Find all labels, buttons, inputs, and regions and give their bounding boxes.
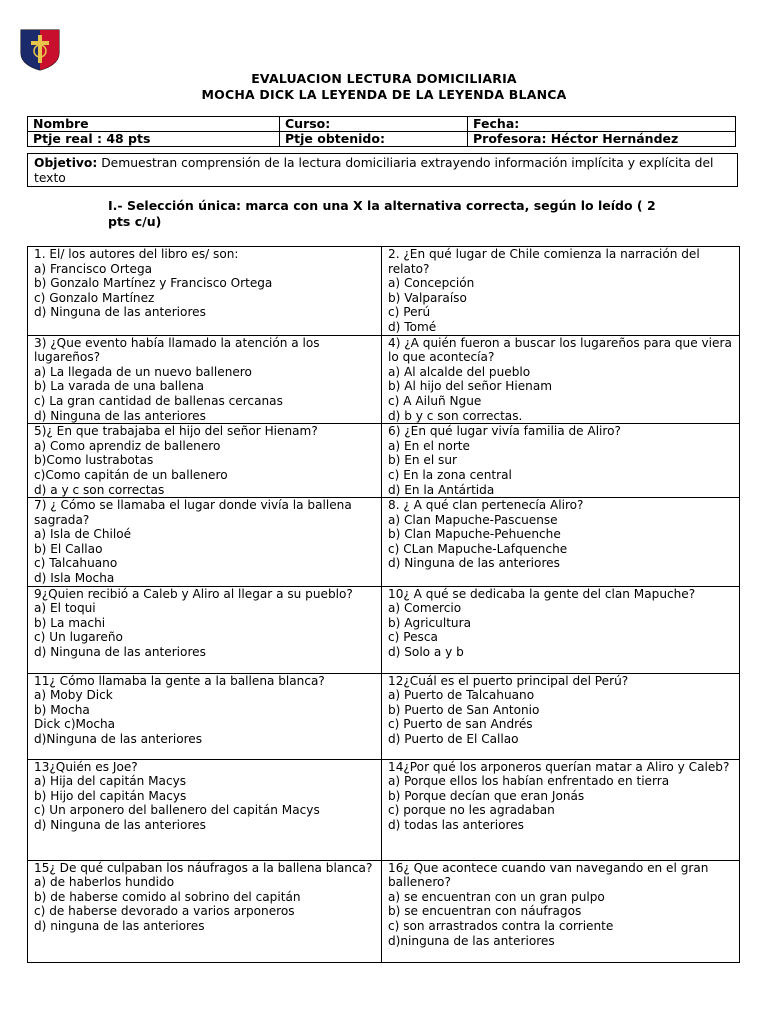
question-5	[28, 424, 382, 498]
option-d[interactable]: d) Tomé	[388, 319, 437, 334]
option-a[interactable]: a) Puerto de Talcahuano	[388, 688, 535, 703]
option-c[interactable]: Dick c)Mocha	[34, 717, 116, 732]
option-a[interactable]: a) Isla de Chiloé	[34, 527, 132, 542]
question-10	[382, 586, 740, 673]
option-d[interactable]: d) Ninguna de las anteriores	[388, 556, 560, 571]
option-d[interactable]: d) todas las anteriores	[388, 818, 524, 833]
option-c[interactable]: c) CLan Mapuche-Lafquenche	[388, 541, 568, 556]
question-text: 9¿Quien recibió a Caleb y Aliro al llegar a su pueblo?	[34, 586, 353, 601]
fecha-cell: Fecha:	[468, 117, 736, 132]
question-4	[382, 335, 740, 424]
option-c[interactable]: c) Gonzalo Martínez	[34, 290, 155, 305]
option-c[interactable]: c) Un arponero del ballenero del capitán Macys	[34, 803, 320, 818]
question-2	[382, 247, 740, 336]
option-a[interactable]: a) Francisco Ortega	[34, 261, 153, 276]
question-text: 10¿ A qué se dedicaba la gente del clan Mapuche?	[388, 586, 696, 601]
question-text: 3) ¿Que evento había llamado la atención a los lugareños?	[34, 335, 320, 365]
question-8	[382, 498, 740, 587]
option-d[interactable]: d)ninguna de las anteriores	[388, 933, 555, 948]
option-b[interactable]: b) Agricultura	[388, 615, 471, 630]
option-b[interactable]: b) Hijo del capitán Macys	[34, 788, 187, 803]
question-11	[28, 673, 382, 759]
objetivo-label: Objetivo:	[34, 156, 98, 170]
option-c[interactable]: c) En la zona central	[388, 467, 512, 482]
question-text: 1. El/ los autores del libro es/ son:	[34, 247, 239, 261]
option-b[interactable]: b) se encuentran con náufragos	[388, 904, 582, 919]
question-1	[28, 247, 382, 336]
option-c[interactable]: c) Puerto de san Andrés	[388, 717, 533, 732]
option-b[interactable]: b) La machi	[34, 615, 106, 630]
option-b[interactable]: b) Gonzalo Martínez y Francisco Ortega	[34, 276, 273, 291]
option-a[interactable]: a) La llegada de un nuevo ballenero	[34, 364, 252, 379]
option-c[interactable]: c) A Ailuñ Ngue	[388, 393, 482, 408]
question-13	[28, 759, 382, 860]
option-d[interactable]: d) Ninguna de las anteriores	[34, 305, 206, 320]
option-c[interactable]: c) porque no les agradaban	[388, 803, 555, 818]
option-b[interactable]: b)Como lustrabotas	[34, 453, 154, 468]
option-b[interactable]: b) Clan Mapuche-Pehuenche	[388, 527, 561, 542]
option-b[interactable]: b) La varada de una ballena	[34, 379, 204, 394]
question-3	[28, 335, 382, 424]
objetivo-text: Demuestran comprensión de la lectura domiciliaria extrayendo información implícita y explícita del texto	[34, 156, 714, 185]
option-c[interactable]: c) Un lugareño	[34, 630, 123, 645]
question-text: 11¿ Cómo llamaba la gente a la ballena blanca?	[34, 673, 325, 688]
option-d[interactable]: d) Solo a y b	[388, 645, 464, 660]
profesora-cell: Profesora: Héctor Hernández	[468, 132, 736, 147]
question-14	[382, 759, 740, 860]
student-info-table	[27, 116, 736, 147]
question-text: 5)¿ En que trabajaba el hijo del señor Hienam?	[34, 424, 318, 439]
question-9	[28, 586, 382, 673]
question-text: 14¿Por qué los arponeros querían matar a Aliro y Caleb?	[388, 759, 730, 774]
question-text: 7) ¿ Cómo se llamaba el lugar donde vivía la ballena sagrada?	[34, 498, 352, 527]
option-c[interactable]: c)Como capitán de un ballenero	[34, 467, 228, 482]
option-b[interactable]: b) El Callao	[34, 541, 103, 556]
question-text: 2. ¿En qué lugar de Chile comienza la narración del relato?	[388, 247, 700, 276]
questions-table	[27, 246, 740, 963]
option-d[interactable]: d) a y c son correctas	[34, 482, 165, 497]
question-16	[382, 860, 740, 962]
question-text: 4) ¿A quién fueron a buscar los lugareños para que viera lo que acontecía?	[388, 335, 732, 365]
option-d[interactable]: d) Ninguna de las anteriores	[34, 408, 206, 423]
ptje-real-cell: Ptje real : 48 pts	[28, 132, 280, 147]
option-a[interactable]: a) Al alcalde del pueblo	[388, 364, 531, 379]
option-d[interactable]: d) Isla Mocha	[34, 571, 115, 586]
option-a[interactable]: a) Moby Dick	[34, 688, 113, 703]
option-d[interactable]: d) Ninguna de las anteriores	[34, 818, 206, 833]
option-a[interactable]: a) En el norte	[388, 438, 470, 453]
option-c[interactable]: c) Talcahuano	[34, 556, 118, 571]
option-b[interactable]: b) Valparaíso	[388, 290, 467, 305]
option-a[interactable]: a) El toqui	[34, 601, 96, 616]
option-d[interactable]: d) ninguna de las anteriores	[34, 919, 205, 934]
question-text: 8. ¿ A qué clan pertenecía Aliro?	[388, 498, 584, 513]
option-a[interactable]: a) Comercio	[388, 601, 462, 616]
question-12	[382, 673, 740, 759]
option-b[interactable]: b) Porque decían que eran Jonás	[388, 788, 585, 803]
question-text: 6) ¿En qué lugar vivía familia de Aliro?	[388, 424, 621, 439]
option-b[interactable]: b) En el sur	[388, 453, 457, 468]
question-text: 15¿ De qué culpaban los náufragos a la ballena blanca?	[34, 860, 373, 875]
option-a[interactable]: a) se encuentran con un gran pulpo	[388, 889, 605, 904]
question-text: 12¿Cuál es el puerto principal del Perú?	[388, 673, 629, 688]
document-title: EVALUACION LECTURA DOMICILIARIA	[251, 71, 517, 86]
option-a[interactable]: a) Clan Mapuche-Pascuense	[388, 512, 558, 527]
curso-cell: Curso:	[280, 117, 468, 132]
option-a[interactable]: a) Hija del capitán Macys	[34, 774, 187, 789]
option-c[interactable]: c) La gran cantidad de ballenas cercanas	[34, 393, 283, 408]
option-d[interactable]: d) En la Antártida	[388, 482, 495, 497]
option-c[interactable]: c) de haberse devorado a varios arponeros	[34, 904, 295, 919]
option-b[interactable]: b) de haberse comido al sobrino del capitán	[34, 889, 301, 904]
option-c[interactable]: c) son arrastrados contra la corriente	[388, 919, 614, 934]
option-a[interactable]: a) Concepción	[388, 276, 475, 291]
question-15	[28, 860, 382, 962]
objetivo-box	[27, 153, 738, 187]
option-d[interactable]: d)Ninguna de las anteriores	[34, 732, 203, 747]
option-c[interactable]: c) Perú	[388, 305, 431, 320]
ptje-obtenido-cell: Ptje obtenido:	[280, 132, 468, 147]
document-subtitle: MOCHA DICK LA LEYENDA DE LA LEYENDA BLANCA	[201, 87, 567, 102]
option-d[interactable]: d) Puerto de El Callao	[388, 732, 519, 747]
school-crest-logo	[18, 27, 62, 71]
option-a[interactable]: a) Porque ellos los habían enfrentado en tierra	[388, 774, 670, 789]
option-c[interactable]: c) Pesca	[388, 630, 438, 645]
question-text: 16¿ Que acontece cuando van navegando en el gran ballenero?	[388, 860, 709, 890]
question-7	[28, 498, 382, 587]
question-6	[382, 424, 740, 498]
option-b[interactable]: b) Mocha	[34, 702, 90, 717]
option-b[interactable]: b) Al hijo del señor Hienam	[388, 379, 553, 394]
section-instructions: I.- Selección única: marca con una X la alternativa correcta, según lo leído ( 2 pts c/u)	[108, 198, 656, 229]
option-b[interactable]: b) Puerto de San Antonio	[388, 702, 540, 717]
option-d[interactable]: d) b y c son correctas.	[388, 408, 523, 423]
question-text: 13¿Quién es Joe?	[34, 759, 138, 774]
option-a[interactable]: a) Como aprendiz de ballenero	[34, 438, 221, 453]
nombre-cell: Nombre	[28, 117, 280, 132]
option-a[interactable]: a) de haberlos hundido	[34, 875, 175, 890]
option-d[interactable]: d) Ninguna de las anteriores	[34, 645, 206, 660]
